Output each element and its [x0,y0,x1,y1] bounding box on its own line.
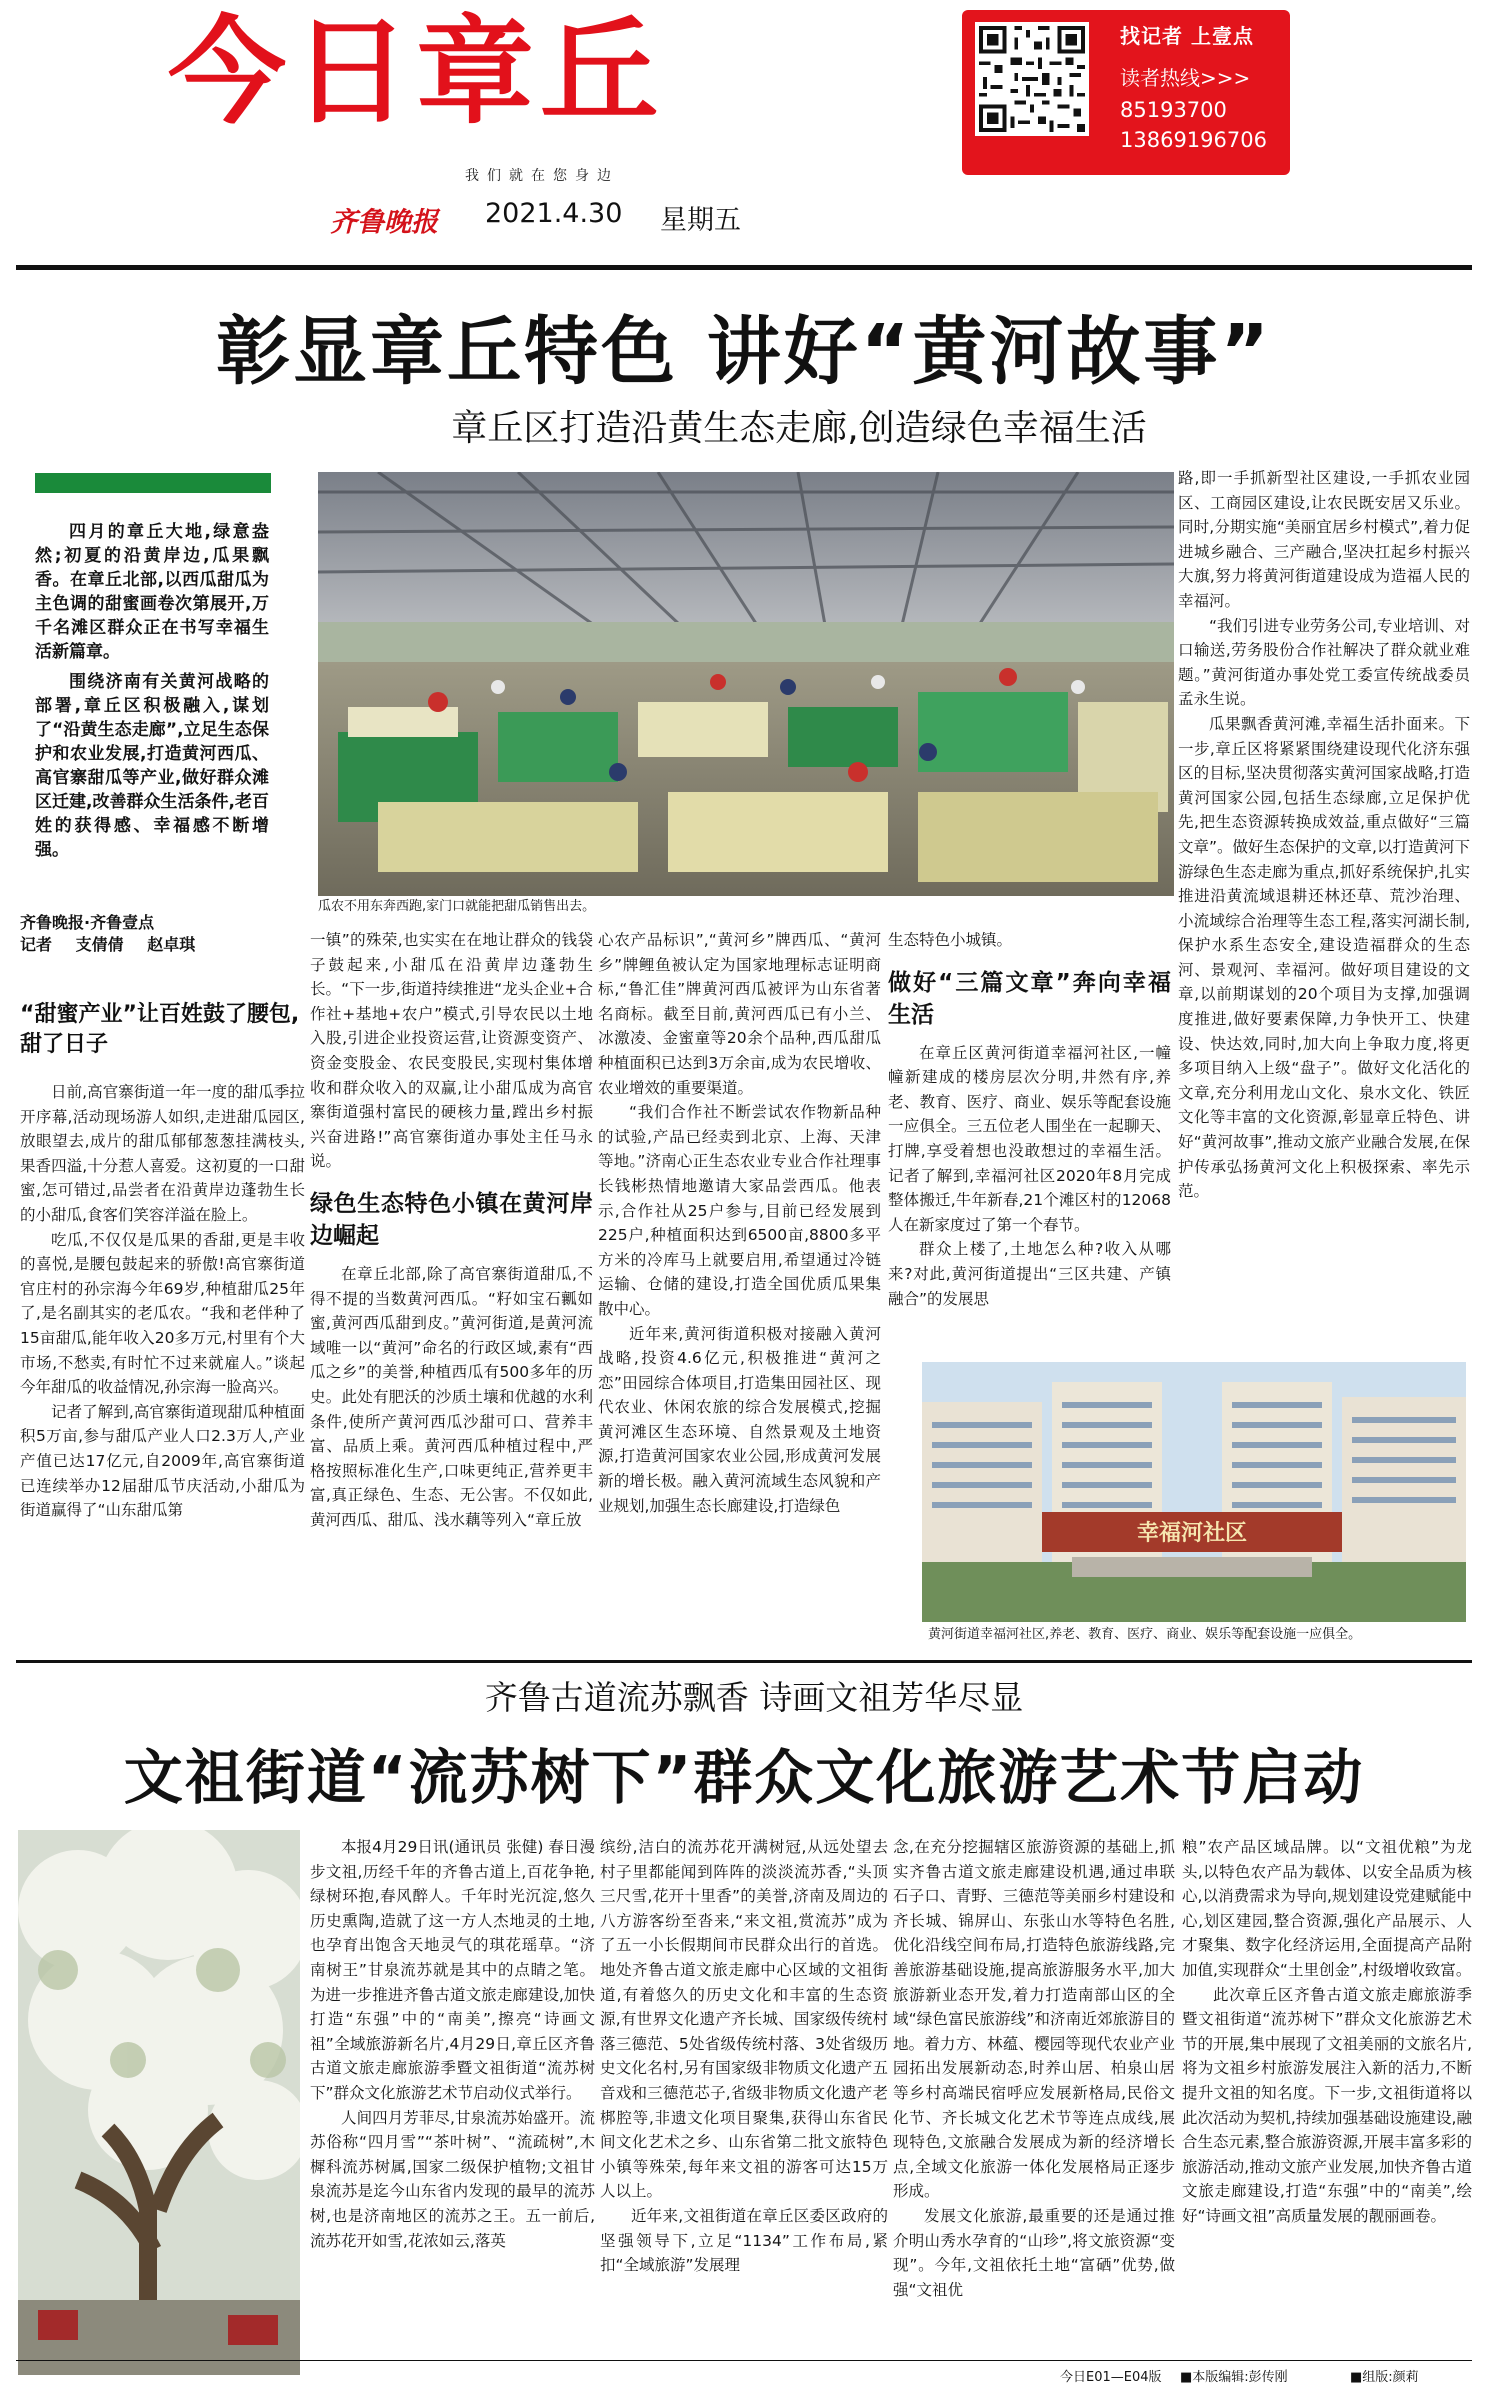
masthead-logo: 今日章丘 [168,4,665,140]
article2-column [600,1835,888,2278]
paragraph: “我们引进专业劳务公司,专业培训、对口输送,劳务股份合作社解决了群众就业难题。”黄河街道办事处党工委宣传统战委员孟永生说。 [1178,616,1470,709]
footer-editor: ■本版编辑:彭传刚 [1180,2370,1288,2385]
article2-column [310,1835,595,2253]
paragraph: 此次章丘区齐鲁古道文旅走廊旅游季暨文祖街道“流苏树下”群众文化旅游艺术节的开展,集中展现了文祖美丽的文旅名片,将为文祖乡村旅游发展注入新的活力,不断提升文祖的知名度。下一步,文祖街道将以此次活动为契机,持续加强基础设施建设,融合生态元素,整合旅游资源,开展丰富多彩的旅游活动,推动文旅产业发展,加快齐鲁古道文旅走廊建设,打造“东强”中的“南美”,绘好“诗画文祖”高质量发展的靓丽画卷。 [1182,1985,1472,2225]
hotline-phone-1: 85193700 [1120,98,1227,122]
main-headline: 彰显章丘特色 讲好“黄河故事” [215,309,1273,395]
section-accent-bar [35,473,271,493]
paragraph: 在章丘区黄河街道幸福河社区,一幢幢新建成的楼房层次分明,井然有序,养老、教育、医疗、商业、娱乐等配套设施一应俱全。三五位老人围坐在一起聊天、打牌,享受着想也没敢想过的幸福生活。记者了解到,幸福河社区2020年8月完成整体搬迁,牛年新春,21个滩区村的12068人在新家度过了第一个春节。 [888,1043,1171,1234]
paragraph: 缤纷,洁白的流苏花开满树冠,从远处望去村子里都能闻到阵阵的淡淡流苏香,“头顶三尺雪,花开十里香”的美誉,济南及周边的八方游客纷至沓来,“来文祖,赏流苏”成为了五一小长假期间市民群众出行的首选。地处齐鲁古道文旅走廊中心区域的文祖街道,有着悠久的历史文化和丰富的生态资源,有世界文化遗产齐长城、国家级传统村落三德范、5处省级传统村落、3处省级历史文化名村,另有国家级非物质文化遗产五音戏和三德范芯子,省级非物质文化遗产老梆腔等,非遗文化项目聚集,获得山东省民间文化艺术之乡、山东省第二批文旅特色小镇等殊荣,每年来文祖的游客可达15万人以上。 [600,1838,888,2201]
article-column [20,1080,305,1523]
lead-paragraph: 围绕济南有关黄河战略的部署,章丘区积极融入,谋划了“沿黄生态走廊”,立足生态保护和农业发展,打造黄河西瓜、高官寨甜瓜等产业,做好群众滩区迁建,改善群众生活条件,老百姓的获得感、幸福感不断增强。 [35,672,269,860]
article2-headline: 文祖街道“流苏树下”群众文化旅游艺术节启动 [123,1743,1365,1812]
paragraph: 一镇”的殊荣,也实实在在地让群众的钱袋子鼓起来,小甜瓜在沿黄岸边蓬勃生长。“下一步,街道持续推进“龙头企业+合作社+基地+农户”模式,引导农民以土地入股,引进企业投资运营,让资源变资产、资金变股金、农民变股民,实现村集体增收和群众收入的双赢,让小甜瓜成为高官寨街道强村富民的硬核力量,蹚出乡村振兴奋进路!”高官寨街道办事处主任马永说。 [310,931,593,1171]
issue-date: 2021.4.30 [485,198,623,229]
article-column [310,928,593,1532]
reporter-name: 赵卓琪 [147,935,196,954]
qr-code-icon[interactable] [975,22,1089,136]
article2-column [1182,1835,1472,2229]
paragraph: 路,即一手抓新型社区建设,一手抓农业园区、工商园区建设,让农民既安居又乐业。同时,分期实施“美丽宜居乡村模式”,着力促进城乡融合、三产融合,坚决扛起乡村振兴大旗,努力将黄河街道建设成为造福人民的幸福河。 [1178,469,1470,610]
section-subheading: 做好“三篇文章”奔向幸福生活 [888,969,1171,1028]
main-subhead: 章丘区打造沿黄生态走廊,创造绿色幸福生活 [451,408,1147,449]
hotline-phone-2: 13869196706 [1120,128,1267,152]
masthead-divider [16,265,1472,270]
hotline-label: 读者热线>>> [1120,66,1251,90]
paragraph: 粮”农产品区域品牌。以“文祖优粮”为龙头,以特色农产品为载体、以安全品质为核心,以消费需求为导向,规划建设党建赋能中心,划区建园,整合资源,强化产品展示、人才聚集、数字化经济运用,全面提高产品附加值,实现群众“土里创金”,村级增收致富。 [1182,1838,1472,1979]
paragraph: 吃瓜,不仅仅是瓜果的香甜,更是丰收的喜悦,是腰包鼓起来的骄傲!高官寨街道官庄村的孙宗海今年69岁,种植甜瓜25年了,是名副其实的老瓜农。“我和老伴种了15亩甜瓜,能年收入20多万元,村里有个大市场,不愁卖,有时忙不过来就雇人。”谈起今年甜瓜的收益情况,孙宗海一脸高兴。 [20,1230,305,1397]
article-column [888,928,1171,1311]
masthead-slogan: 我们就在您身边 [465,168,619,184]
paragraph: 群众上楼了,土地怎么种?收入从哪来?对此,黄河街道提出“三区共建、产镇融合”的发展思 [888,1240,1171,1308]
article2-column [893,1835,1175,2302]
liusu-tree-photo [18,1830,300,2375]
section-divider [16,1660,1472,1663]
community-photo [922,1362,1466,1622]
paragraph: 人间四月芳菲尽,甘泉流苏始盛开。流苏俗称“四月雪”“茶叶树”、“流疏树”,木樨科流苏树属,国家二级保护植物;文祖甘泉流苏是迄今山东省内发现的最早的流苏树,也是济南地区的流苏之王。五一前后,流苏花开如雪,花浓如云,落英 [310,2108,595,2250]
paragraph: 发展文化旅游,最重要的还是通过推介明山秀水孕育的“山珍”,将文旅资源“变现”。今年,文祖依托土地“富硒”优势,做强“文祖优 [893,2206,1175,2299]
issue-weekday: 星期五 [660,205,741,236]
photo-caption: 黄河街道幸福河社区,养老、教育、医疗、商业、娱乐等配套设施一应俱全。 [928,1627,1362,1642]
paragraph: 念,在充分挖掘辖区旅游资源的基础上,抓实齐鲁古道文旅走廊建设机遇,通过串联石子口、青野、三德范等美丽乡村建设和齐长城、锦屏山、东张山水等特色名胜,优化沿线空间布局,打造特色旅游线路,完善旅游基础设施,提高旅游服务水平,加大旅游新业态开发,着力打造南部山区的全域“绿色富民旅游线”和济南近郊旅游目的地。着力方、林蕴、樱园等现代农业产业园拓出发展新动态,时养山居、柏泉山居等乡村高端民宿呼应发展新格局,民俗文化节、齐长城文化艺术节等连点成线,展现特色,文旅融合发展成为新的经济增长点,全域文化旅游一体化发展格局正逐步形成。 [893,1838,1175,2201]
reporter-name: 支倩倩 [75,935,124,954]
melon-market-photo [318,472,1174,896]
paragraph: 日前,高官寨街道一年一度的甜瓜季拉开序幕,活动现场游人如织,走进甜瓜园区,放眼望去,成片的甜瓜郁郁葱葱挂满枝头,果香四溢,十分惹人喜爱。这初夏的一口甜蜜,怎可错过,品尝者在沿黄岸边蓬勃生长的小甜瓜,食客们笑容洋溢在脸上。 [20,1083,305,1224]
paragraph: 记者了解到,高官寨街道现甜瓜种植面积5万亩,参与甜瓜产业人口2.3万人,产业产值已达17亿元,自2009年,高官寨街道已连续举办12届甜瓜节庆活动,小甜瓜为街道赢得了“山东甜瓜第 [20,1402,305,1520]
paragraph: 在章丘北部,除了高官寨街道甜瓜,不得不提的当数黄河西瓜。“籽如宝石瓤如蜜,黄河西瓜甜到皮。”黄河街道,是黄河流域唯一以“黄河”命名的行政区域,素有“西瓜之乡”的美誉,种植西瓜有500多年的历史。此处有肥沃的沙质土壤和优越的水利条件,使所产黄河西瓜沙甜可口、营养丰富、品质上乘。黄河西瓜种植过程中,严格按照标准化生产,口味更纯正,营养更丰富,真正绿色、生态、无公害。不仅如此,黄河西瓜、甜瓜、浅水藕等列入“章丘放 [310,1264,593,1529]
paragraph: “我们合作社不断尝试农作物新品种的试验,产品已经卖到北京、上海、天津等地。”济南心正生态农业专业合作社理事长钱彬热情地邀请大家品尝西瓜。他表示,合作社从25户参与,目前已经发展到225户,种植面积达到6500亩,8800多平方米的冷库马上就要启用,希望通过冷链运输、仓储的建设,打造全国优质瓜果集散中心。 [598,1103,881,1318]
article-column [598,928,881,1518]
article-column [1178,466,1470,1204]
paragraph: 本报4月29日讯(通讯员 张健) 春日漫步文祖,历经千年的齐鲁古道上,百花争艳,绿树环抱,春风醉人。千年时光沉淀,悠久历史熏陶,造就了这一方人杰地灵的土地,也孕育出饱含天地灵气的琪花瑶草。“济南树王”甘泉流苏就是其中的点睛之笔。为进一步推进齐鲁古道文旅走廊建设,加快打造“东强”中的“南美”,擦亮“诗画文祖”全域旅游新名片,4月29日,章丘区齐鲁古道文旅走廊旅游季暨文祖街道“流苏树下”群众文化旅游艺术节启动仪式举行。 [310,1838,595,2102]
paragraph: 近年来,文祖街道在章丘区委区政府的坚强领导下,立足“1134”工作布局,紧扣“全域旅游”发展理 [600,2206,888,2275]
paper-name: 齐鲁晚报 [330,207,438,238]
byline-label: 记者 [20,935,53,954]
footer-pages: 今日E01—E04版 [1060,2370,1162,2385]
photo-caption: 瓜农不用东奔西跑,家门口就能把甜瓜销售出去。 [318,899,596,914]
article2-kicker: 齐鲁古道流苏飘香 诗画文祖芳华尽显 [484,1678,1024,1717]
section-title: “甜蜜产业”让百姓鼓了腰包,甜了日子 [20,1002,300,1057]
footer-divider [16,2360,1472,2361]
byline-org: 齐鲁晚报·齐鲁壹点 [20,913,155,932]
byline-reporters [20,932,195,955]
paragraph: 生态特色小城镇。 [888,931,1013,949]
paragraph: 心农产品标识”,“黄河乡”牌西瓜、“黄河乡”牌鲤鱼被认定为国家地理标志证明商标,“鲁汇佳”牌黄河西瓜被评为山东省著名商标。截至目前,黄河西瓜已有小兰、冰激凌、金蜜童等20余个品种,西瓜甜瓜种植面积已达到3万余亩,成为农民增收、农业增效的重要渠道。 [598,931,881,1097]
community-sign: 幸福河社区 [1136,1520,1248,1546]
section-subheading: 绿色生态特色小镇在黄河岸边崛起 [310,1190,593,1249]
lead-paragraph: 四月的章丘大地,绿意盎然;初夏的沿黄岸边,瓜果飘香。在章丘北部,以西瓜甜瓜为主色调的甜蜜画卷次第展开,万千名滩区群众正在书写幸福生活新篇章。 [35,522,269,662]
footer-layout: ■组版:颜莉 [1350,2370,1419,2385]
article-lead [35,520,269,862]
paragraph: 瓜果飘香黄河滩,幸福生活扑面来。下一步,章丘区将紧紧围绕建设现代化济东强区的目标,坚决贯彻落实黄河国家战略,打造黄河国家公园,包括生态绿廊,立足保护优先,把生态资源转换成效益,重点做好“三篇文章”。做好生态保护的文章,以打造黄河下游绿色生态走廊为重点,抓好系统保护,扎实推进沿黄流域退耕还林还草、荒沙治理、小流域综合治理等生态工程,落实河湖长制,保护水系生态安全,建设造福群众的生态河、景观河、幸福河。做好项目建设的文章,以前期谋划的20个项目为支撑,加强调度推进,做好要素保障,力争快开工、快建设、快达效,同时,加大向上争取力度,将更多项目纳入上级“盘子”。做好文化活化的文章,充分利用龙山文化、泉水文化、铁匠文化等丰富的文化资源,彰显章丘特色、讲好“黄河故事”,推动文旅产业融合发展,在保护传承弘扬黄河文化上积极探索、率先示范。 [1178,714,1470,1201]
paragraph: 近年来,黄河街道积极对接融入黄河战略,投资4.6亿元,积极推进“黄河之恋”田园综合体项目,打造集田园社区、现代农业、休闲农旅的综合发展模式,挖掘黄河滩区生态环境、自然景观及土地资源,打造黄河国家农业公园,形成黄河发展新的增长极。融入黄河流域生态风貌和产业规划,加强生态长廊建设,打造绿色 [598,1324,881,1515]
tip-line: 找记者 上壹点 [1120,24,1254,48]
